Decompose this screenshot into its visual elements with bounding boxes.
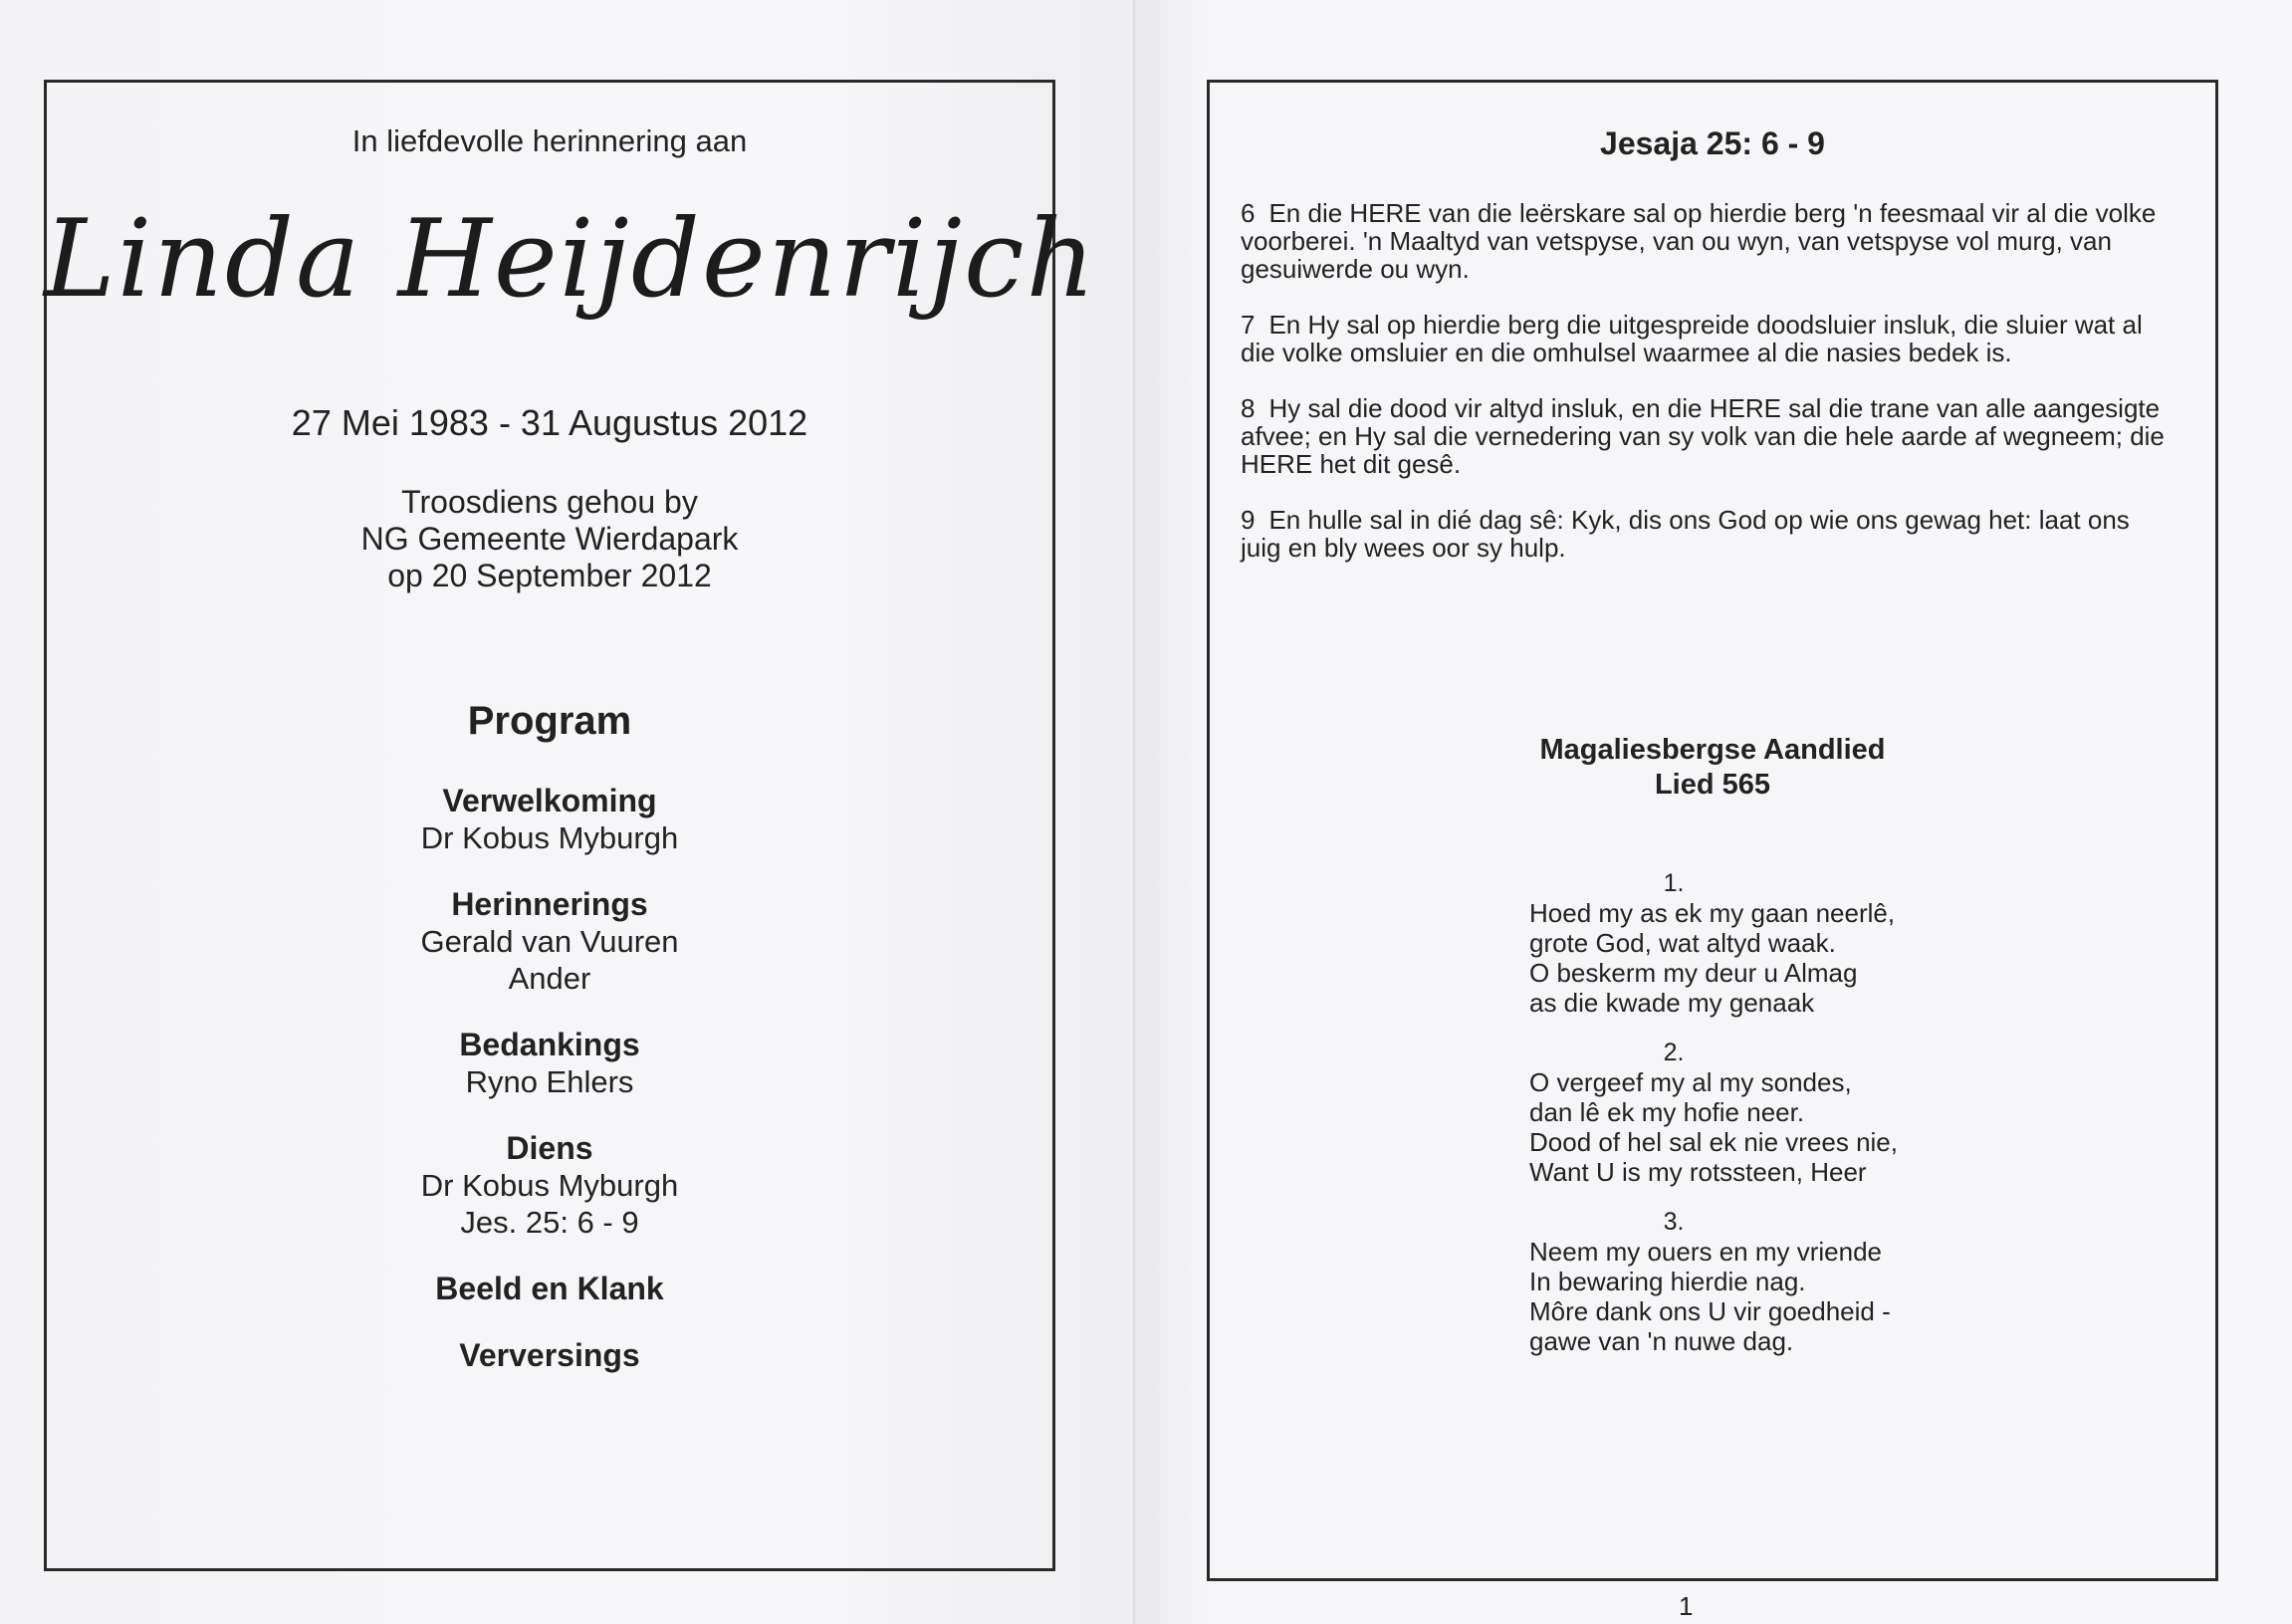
program-item-detail: Dr Kobus Myburgh — [420, 820, 679, 855]
verse-number: 9 — [1241, 505, 1256, 535]
program-item-detail: Ryno Ehlers — [465, 1064, 634, 1099]
service-line: op 20 September 2012 — [387, 558, 712, 593]
program-item-title: Diens — [506, 1130, 593, 1166]
program-item-audiovisual — [44, 1271, 1055, 1307]
stanza-line: Dood of hel sal ek nie vrees nie, — [1529, 1127, 1898, 1157]
program-item-title: Verversings — [459, 1337, 640, 1373]
stanza-line: O beskerm my deur u Almag — [1529, 958, 1858, 988]
program-item-title: Verwelkoming — [442, 783, 657, 818]
program-list — [44, 783, 1055, 1404]
stanza-line: Want U is my rotssteen, Heer — [1529, 1157, 1867, 1187]
stanza-line: O vergeef my al my sondes, — [1529, 1067, 1852, 1097]
program-item-title: Bedankings — [459, 1027, 640, 1062]
program-item-detail: Ander — [508, 961, 591, 996]
left-page-content — [44, 0, 1098, 1624]
page-fold — [1133, 0, 1137, 1624]
verse-number: 8 — [1241, 393, 1256, 423]
deceased-name: Linda Heijdenrijch — [44, 197, 1098, 322]
stanza — [1529, 868, 1948, 1018]
hymn-stanzas — [1529, 868, 1948, 1376]
life-dates: 27 Mei 1983 - 31 Augustus 2012 — [291, 402, 808, 443]
hymn-title — [1207, 733, 2218, 803]
stanza — [1529, 1207, 1948, 1356]
stanza-number: 2. — [1663, 1039, 1685, 1066]
hymn-name: Magaliesbergse Aandlied — [1539, 734, 1886, 766]
program-item-title: Herinnerings — [451, 886, 648, 922]
verse-text: En die HERE van die leërskare sal op hierdie berg 'n feesmaal vir al die volke voorberei. 'n Maaltyd van vetspyse, van ou wyn, van vetspyse vol murg, van gesuiwerde ou wyn. — [1241, 198, 2157, 284]
verse-number: 7 — [1241, 310, 1256, 340]
stanza-number: 1. — [1663, 869, 1685, 897]
memorial-intro: In liefdevolle herinnering aan — [351, 123, 748, 158]
stanza-line: Môre dank ons U vir goedheid - — [1529, 1296, 1891, 1326]
service-line: Troosdiens gehou by — [401, 484, 698, 520]
program-item-detail: Dr Kobus Myburgh — [420, 1168, 679, 1203]
stanza — [1529, 1038, 1948, 1187]
scripture-title: Jesaja 25: 6 - 9 — [1600, 125, 1825, 161]
program-item-detail: Gerald van Vuuren — [420, 924, 679, 959]
service-info — [44, 484, 1055, 594]
program-item-thanks — [44, 1027, 1055, 1100]
stanza-line: dan lê ek my hofie neer. — [1529, 1097, 1805, 1127]
service-line: NG Gemeente Wierdapark — [360, 521, 739, 557]
program-item-title: Beeld en Klank — [435, 1271, 664, 1306]
program-item-service — [44, 1130, 1055, 1241]
hymn-header — [1207, 0, 2218, 816]
stanza-line: grote God, wat altyd waak. — [1529, 928, 1836, 958]
hymn-number: Lied 565 — [1654, 769, 1771, 801]
verse-text: Hy sal die dood vir altyd insluk, en die HERE sal die trane van alle aangesigte afvee; en Hy sal die vernedering van sy volk van die hele aarde af wegneem; die HERE het dit gesê. — [1241, 393, 2165, 479]
page-number: 1 — [1679, 1591, 1694, 1621]
program-item-detail: Jes. 25: 6 - 9 — [460, 1205, 639, 1240]
verse-text: En Hy sal op hierdie berg die uitgespreide doodsluier insluk, die sluier wat al die volke omsluier en die omhulsel waarmee al die nasies bedek is. — [1241, 310, 2143, 367]
stanza-number: 3. — [1663, 1208, 1685, 1236]
stanza-line: Neem my ouers en my vriende — [1529, 1237, 1883, 1267]
program-item-memories — [44, 886, 1055, 997]
verse-number: 6 — [1241, 198, 1256, 228]
stanza-line: In bewaring hierdie nag. — [1529, 1267, 1806, 1296]
stanza-line: as die kwade my genaak — [1529, 988, 1815, 1018]
program-item-refreshments — [44, 1337, 1055, 1374]
program-item-welcome — [44, 783, 1055, 856]
stanza-line: Hoed my as ek my gaan neerlê, — [1529, 898, 1896, 928]
stanza-line: gawe van 'n nuwe dag. — [1529, 1326, 1794, 1356]
verse-text: En hulle sal in dié dag sê: Kyk, dis ons God op wie ons gewag het: laat ons juig en bly wees oor sy hulp. — [1241, 505, 2130, 563]
program-heading: Program — [467, 699, 632, 743]
